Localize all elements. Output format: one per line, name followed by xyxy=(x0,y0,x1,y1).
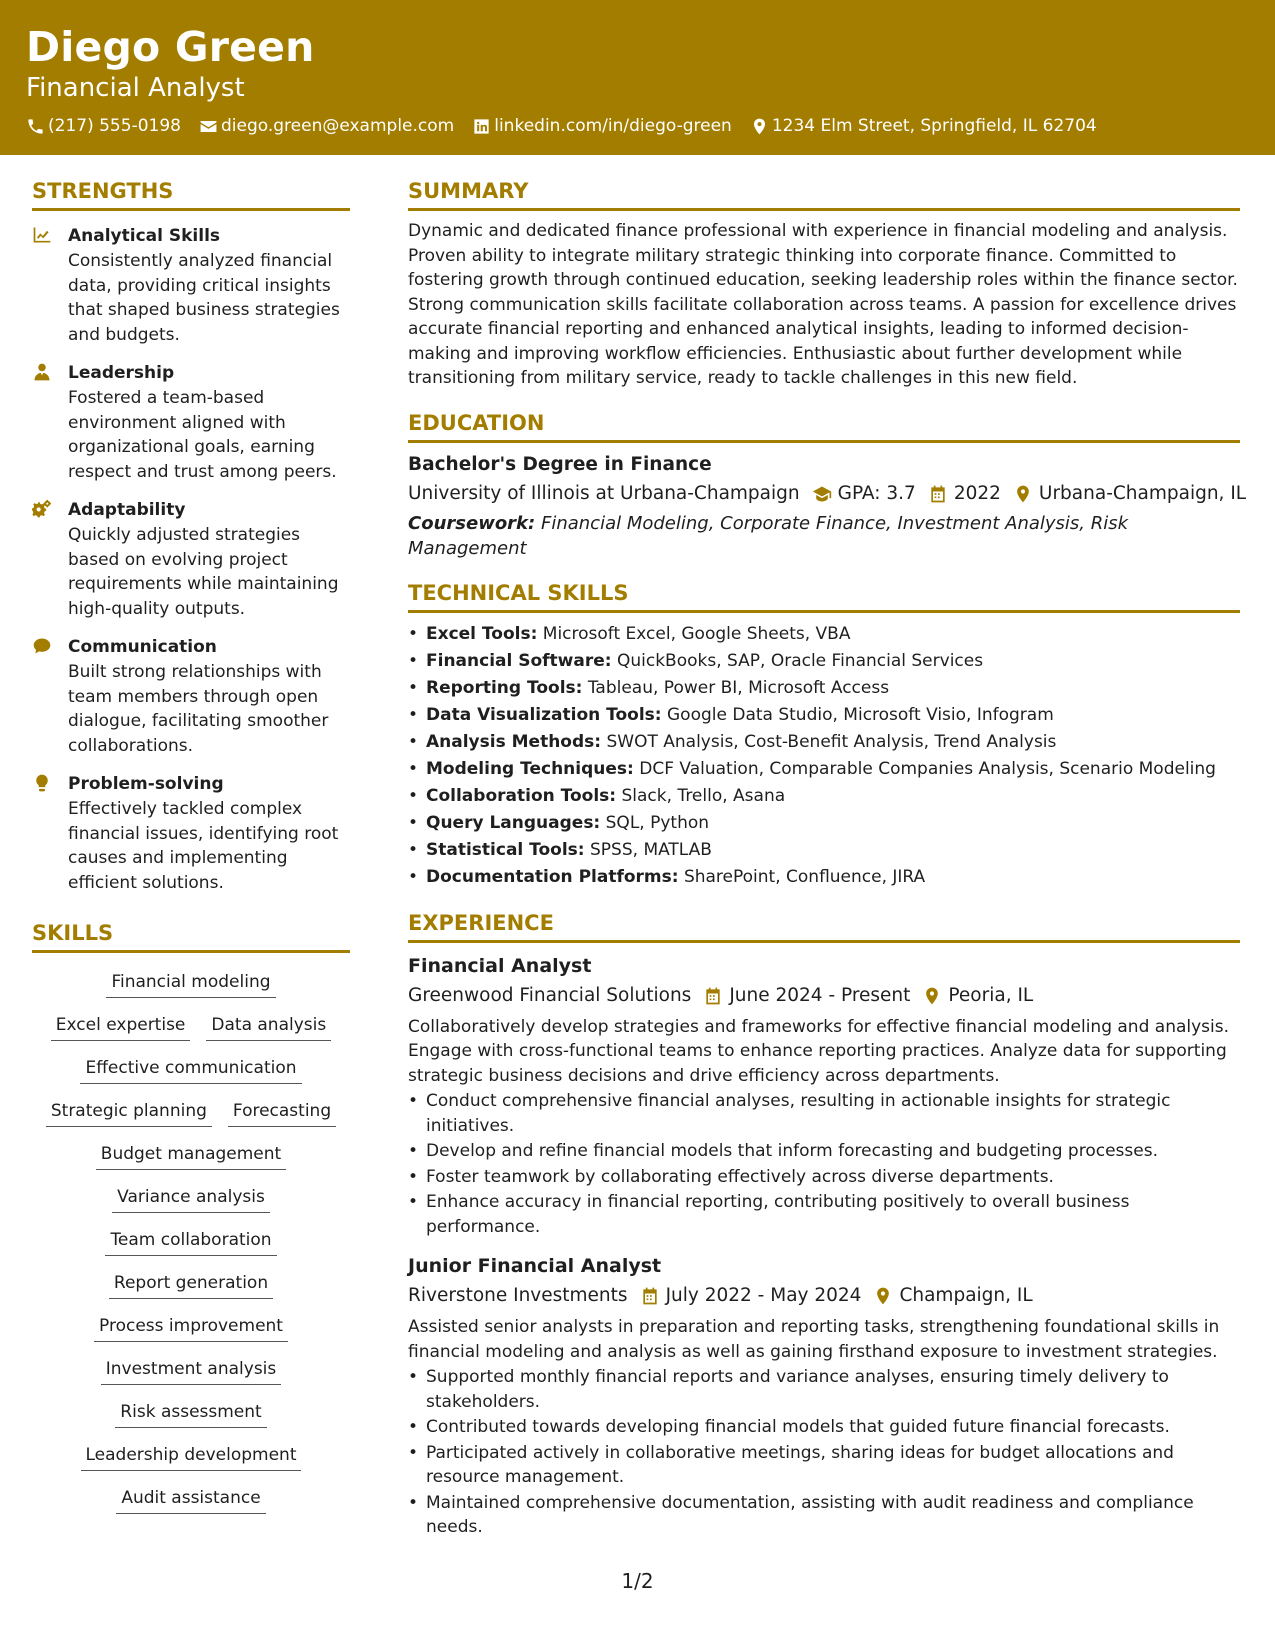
strength-title: Communication xyxy=(68,637,217,657)
list-item xyxy=(408,837,1240,864)
experience-heading: EXPERIENCE xyxy=(408,909,1240,943)
strength-desc: Consistently analyzed financial data, providing critical insights that shaped business strategies and budgets. xyxy=(68,251,340,345)
contact-email[interactable] xyxy=(199,114,454,138)
gpa: GPA: 3.7 xyxy=(837,482,916,504)
job-title: Junior Financial Analyst xyxy=(408,1255,662,1277)
list-item xyxy=(408,702,1240,729)
list-item xyxy=(408,648,1240,675)
strength-item xyxy=(32,223,350,347)
contact-email-text: diego.green@example.com xyxy=(220,116,455,136)
tech-value: SQL, Python xyxy=(605,812,710,833)
summary-section xyxy=(408,177,1240,391)
job-location: Peoria, IL xyxy=(948,984,1034,1006)
contact-linkedin[interactable] xyxy=(472,114,732,138)
list-item xyxy=(408,864,1240,891)
calendar-icon xyxy=(703,986,723,1006)
strength-item xyxy=(32,497,350,621)
left-column xyxy=(32,177,350,1514)
map-pin-icon xyxy=(1013,484,1033,504)
contact-phone-text: (217) 555-0198 xyxy=(48,116,181,136)
contact-linkedin-text: linkedin.com/in/diego-green xyxy=(494,116,732,136)
skill-pill: Report generation xyxy=(109,1270,273,1299)
education-heading: EDUCATION xyxy=(408,409,1240,443)
tech-label: Data Visualization Tools: xyxy=(426,704,662,725)
envelope-icon xyxy=(199,117,218,136)
tech-value: QuickBooks, SAP, Oracle Financial Services xyxy=(616,650,984,671)
technical-skills-section xyxy=(408,579,1240,891)
graduation-year: 2022 xyxy=(953,482,1001,504)
tech-label: Documentation Platforms: xyxy=(426,866,679,887)
coursework xyxy=(408,511,1240,561)
skill-pill: Effective communication xyxy=(80,1055,301,1084)
technical-skills-heading: TECHNICAL SKILLS xyxy=(408,579,1240,613)
skill-pill: Investment analysis xyxy=(101,1356,282,1385)
contact-address-text: 1234 Elm Street, Springfield, IL 62704 xyxy=(771,116,1097,136)
job-dates: June 2024 - Present xyxy=(729,984,911,1006)
skills-heading: SKILLS xyxy=(32,919,350,953)
education-section xyxy=(408,409,1247,561)
contact-bar xyxy=(26,114,1249,138)
job-description: Assisted senior analysts in preparation and reporting tasks, strengthening foundational skills in financial modeling and analysis as well as gaining firsthand exposure to investment strategies. xyxy=(408,1317,1220,1362)
list-item: • Conduct comprehensive financial analyses, resulting in actionable insights for strategic initiatives. xyxy=(408,1089,1240,1138)
tech-value: SharePoint, Confluence, JIRA xyxy=(683,866,926,887)
strength-title: Problem-solving xyxy=(68,774,224,794)
skill-pill: Variance analysis xyxy=(112,1184,270,1213)
skill-pill: Audit assistance xyxy=(116,1485,265,1514)
job-bullets xyxy=(408,1089,1240,1239)
tech-label: Modeling Techniques: xyxy=(426,758,634,779)
strength-title: Leadership xyxy=(68,363,175,383)
tech-value: SWOT Analysis, Cost-Benefit Analysis, Trend Analysis xyxy=(606,731,1057,752)
job-bullets xyxy=(408,1365,1240,1540)
comment-icon xyxy=(32,636,52,656)
strength-title: Analytical Skills xyxy=(68,226,221,246)
user-tie-icon xyxy=(32,362,52,382)
tech-label: Query Languages: xyxy=(426,812,601,833)
strength-desc: Fostered a team-based environment aligned with organizational goals, earning respect and trust among peers. xyxy=(68,388,337,482)
list-item: • Participated actively in collaborative meetings, sharing ideas for budget allocations and resource management. xyxy=(408,1441,1240,1490)
strength-title: Adaptability xyxy=(68,500,186,520)
strengths-list xyxy=(32,223,350,895)
skill-pill: Risk assessment xyxy=(115,1399,266,1428)
job-dates: July 2022 - May 2024 xyxy=(665,1285,862,1306)
tech-value: Slack, Trello, Asana xyxy=(621,785,786,806)
tech-value: Tableau, Power BI, Microsoft Access xyxy=(587,677,890,698)
skill-pill: Financial modeling xyxy=(106,969,275,998)
skill-pill: Data analysis xyxy=(206,1012,331,1041)
list-item: • Maintained comprehensive documentation, assisting with audit readiness and compliance needs. xyxy=(408,1491,1240,1540)
calendar-icon xyxy=(640,1286,660,1306)
list-item xyxy=(408,756,1240,783)
list-item: • Foster teamwork by collaborating effectively across diverse departments. xyxy=(408,1165,1240,1190)
candidate-name: Diego Green xyxy=(26,23,315,71)
job-meta xyxy=(408,1281,1240,1311)
summary-heading: SUMMARY xyxy=(408,177,1240,211)
right-column xyxy=(408,177,1247,1558)
job-entry xyxy=(408,951,1240,1240)
map-pin-icon xyxy=(873,1286,893,1306)
phone-icon xyxy=(26,117,45,136)
degree-title: Bachelor's Degree in Finance xyxy=(408,453,712,475)
school-location: Urbana-Champaign, IL xyxy=(1038,482,1247,504)
list-item xyxy=(408,621,1240,648)
skill-pill: Leadership development xyxy=(81,1442,302,1471)
page-number: 1/2 xyxy=(621,1569,654,1593)
strength-item xyxy=(32,360,350,484)
experience-section xyxy=(408,909,1240,1540)
job-meta xyxy=(408,981,1240,1011)
job-title: Financial Analyst xyxy=(408,954,592,977)
list-item: • Develop and refine financial models that inform forecasting and budgeting processes. xyxy=(408,1139,1240,1164)
skill-pill: Budget management xyxy=(96,1141,286,1170)
candidate-title: Financial Analyst xyxy=(26,73,245,103)
skill-pill: Strategic planning xyxy=(46,1098,212,1127)
skill-pill: Forecasting xyxy=(228,1098,336,1127)
skill-pill: Process improvement xyxy=(94,1313,288,1342)
resume-header xyxy=(0,0,1275,155)
job-description: Collaboratively develop strategies and frameworks for effective financial modeling and analysis. Engage with cross-functional teams to enhance reporting practices. Analyze data for supporting strategic business decisions and drive efficiency across departments. xyxy=(408,1016,1230,1086)
company-name: Greenwood Financial Solutions xyxy=(408,984,692,1006)
graduation-cap-icon xyxy=(812,484,832,504)
technical-skills-list xyxy=(408,621,1240,891)
strength-item xyxy=(32,634,350,758)
strength-item xyxy=(32,771,350,895)
education-meta xyxy=(408,479,1247,509)
job-location: Champaign, IL xyxy=(899,1285,1033,1306)
calendar-icon xyxy=(928,484,948,504)
strength-desc: Built strong relationships with team members through open dialogue, facilitating smoother collaborations. xyxy=(68,662,329,756)
tech-label: Reporting Tools: xyxy=(426,677,583,698)
list-item: • Enhance accuracy in financial reporting, contributing positively to overall business performance. xyxy=(408,1190,1240,1239)
chart-line-icon xyxy=(32,225,52,245)
summary-text: Dynamic and dedicated finance professional with experience in financial modeling and analysis. Proven ability to integrate military strategic thinking into corporate finance. Committed to fostering growth through continued education, seeking leadership roles within the finance sector. Strong communication skills facilitate collaboration across teams. A passion for excellence drives accurate financial reporting and enhanced analytical insights, leading to informed decision-making and improving workflow efficiencies. Enthusiastic about further development while transitioning from military service, ready to tackle challenges in this new field. xyxy=(408,221,1238,388)
list-item xyxy=(408,810,1240,837)
tech-value: Microsoft Excel, Google Sheets, VBA xyxy=(542,623,851,644)
map-pin-icon xyxy=(922,986,942,1006)
tech-label: Statistical Tools: xyxy=(426,839,585,860)
map-pin-icon xyxy=(750,117,769,136)
tech-value: DCF Valuation, Comparable Companies Analysis, Scenario Modeling xyxy=(639,758,1216,779)
list-item xyxy=(408,675,1240,702)
strengths-heading: STRENGTHS xyxy=(32,177,350,211)
skill-pill: Team collaboration xyxy=(105,1227,276,1256)
skills-section xyxy=(32,919,350,1514)
skills-pills xyxy=(32,969,350,1514)
coursework-label: Coursework: xyxy=(408,512,536,534)
school-name: University of Illinois at Urbana-Champaign xyxy=(408,482,800,504)
strength-desc: Quickly adjusted strategies based on evolving project requirements while maintaining high-quality outputs. xyxy=(68,525,339,619)
list-item xyxy=(408,783,1240,810)
strength-desc: Effectively tackled complex financial issues, identifying root causes and implementing efficient solutions. xyxy=(68,799,339,893)
tech-value: Google Data Studio, Microsoft Visio, Infogram xyxy=(667,704,1054,725)
job-entry xyxy=(408,1251,1240,1540)
contact-address xyxy=(750,114,1097,138)
list-item: • Supported monthly financial reports and variance analyses, ensuring timely delivery to stakeholders. xyxy=(408,1365,1240,1414)
skill-pill: Excel expertise xyxy=(51,1012,191,1041)
tech-label: Analysis Methods: xyxy=(426,731,602,752)
gears-icon xyxy=(32,499,52,519)
coursework-list: Financial Modeling, Corporate Finance, Investment Analysis, Risk Management xyxy=(408,512,1129,559)
tech-label: Excel Tools: xyxy=(426,623,538,644)
tech-value: SPSS, MATLAB xyxy=(590,839,712,860)
list-item: • Contributed towards developing financial models that guided future financial forecasts. xyxy=(408,1415,1240,1440)
tech-label: Collaboration Tools: xyxy=(426,785,617,806)
contact-phone xyxy=(26,114,181,138)
lightbulb-icon xyxy=(32,773,52,793)
tech-label: Financial Software: xyxy=(426,650,612,671)
company-name: Riverstone Investments xyxy=(408,1285,628,1306)
list-item xyxy=(408,729,1240,756)
linkedin-icon xyxy=(472,117,491,136)
